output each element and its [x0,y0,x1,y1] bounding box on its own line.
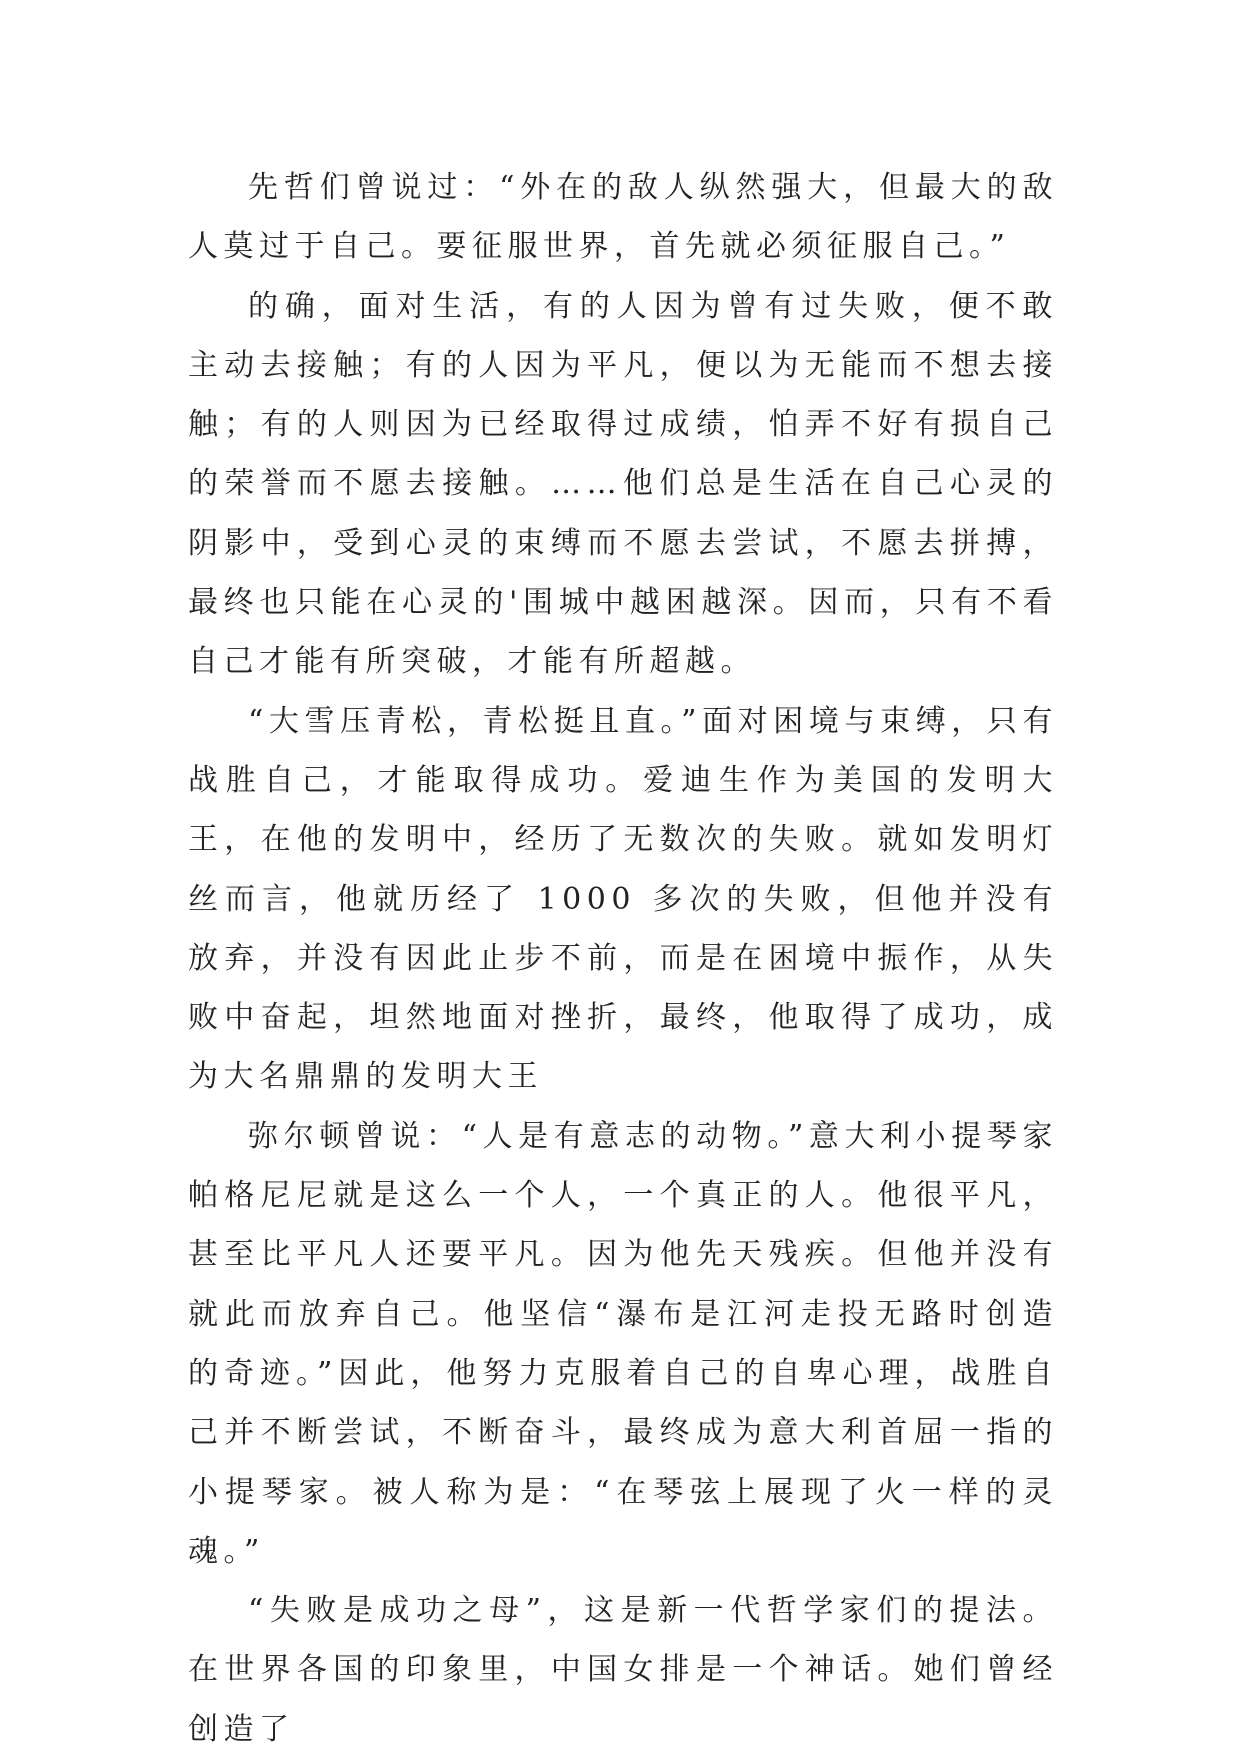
article-body [188,158,1058,1759]
paragraph-paganini: 弥尔顿曾说：“人是有意志的动物。”意大利小提琴家帕格尼尼就是这么一个人，一个真正的人。他很平凡，甚至比平凡人还要平凡。因为他先天残疾。但他并没有就此而放弃自己。他坚信“瀑布是江河走投无路时创造的奇迹。”因此，他努力克服着自己的自卑心理，战胜自己并不断尝试，不断奋斗，最终成为意大利首屈一指的小提琴家。被人称为是：“在琴弦上展现了火一样的灵魂。” [188,1118,1058,1569]
paragraph-quote-philosophers: 先哲们曾说过：“外在的敌人纵然强大，但最大的敌人莫过于自己。要征服世界，首先就必须征服自己。” [188,170,1058,265]
paragraph-facing-life: 的确，面对生活，有的人因为曾有过失败，便不敢主动去接触；有的人因为平凡，便以为无能而不想去接触；有的人则因为已经取得过成绩，怕弄不好有损自己的荣誉而不愿去接触。……他们总是生活在自己心灵的阴影中，受到心灵的束缚而不愿去尝试，不愿去拼搏，最终也只能在心灵的'围城中越困越深。因而，只有不看自己才能有所突破，才能有所超越。 [188,288,1058,680]
paragraph-womens-volleyball: “失败是成功之母”，这是新一代哲学家们的提法。在世界各国的印象里，中国女排是一个神话。她们曾经创造了 [188,1593,1058,1747]
paragraph-edison: “大雪压青松，青松挺且直。”面对困境与束缚，只有战胜自己，才能取得成功。爱迪生作为美国的发明大王，在他的发明中，经历了无数次的失败。就如发明灯丝而言，他就历经了 1000 多次的失败，但他并没有放弃，并没有因此止步不前，而是在困境中振作，从失败中奋起，坦然地面对挫折，最终，他取得了成功，成为大名鼎鼎的发明大王 [188,703,1058,1095]
